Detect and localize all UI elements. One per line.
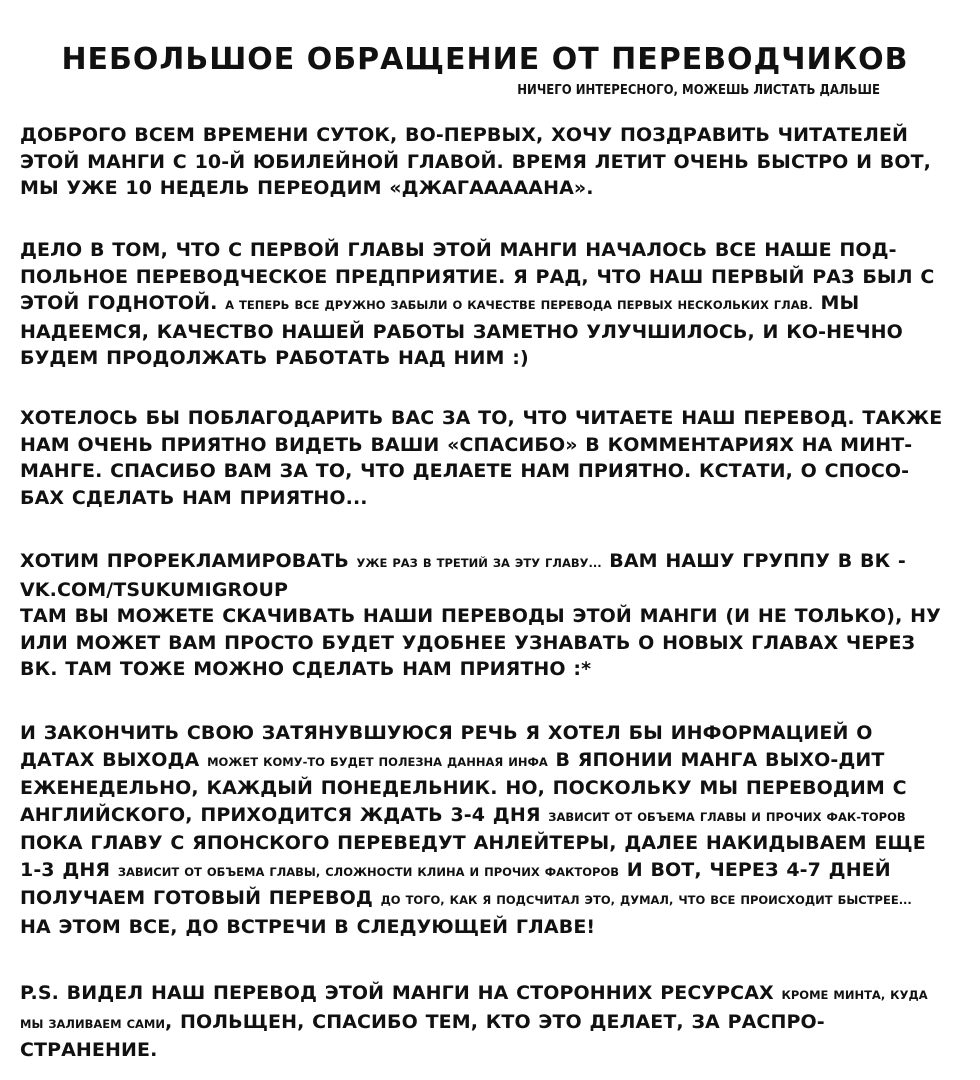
paragraph-schedule-aside-4: ДО ТОГО, КАК Я ПОДСЧИТАЛ ЭТО, ДУМАЛ, ЧТО ВСЕ ПРОИСХОДИТ БЫСТРЕЕ... <box>380 893 912 907</box>
paragraph-schedule-text-g: И ВОТ, ЧЕРЕЗ 4-7 ДНЕЙ ПОЛУЧАЕМ ГОТОВЫЙ ПЕРЕВОД <box>20 858 891 909</box>
page-subtitle: НИЧЕГО ИНТЕРЕСНОГО, МОЖЕШЬ ЛИСТАТЬ ДАЛЬШЕ <box>517 83 880 98</box>
paragraph-greeting <box>20 122 950 202</box>
paragraph-schedule-aside-1: МОЖЕТ КОМУ-ТО БУДЕТ ПОЛЕЗНА ДАННАЯ ИНФА <box>207 754 548 769</box>
paragraph-promo-aside: УЖЕ РАЗ В ТРЕТИЙ ЗА ЭТУ ГЛАВУ... <box>356 556 602 570</box>
paragraph-greeting-text: ДОБРОГО ВСЕМ ВРЕМЕНИ СУТОК, ВО-ПЕРВЫХ, ХОЧУ ПОЗДРАВИТЬ ЧИТАТЕЛЕЙ ЭТОЙ МАНГИ С 10-Й ЮБИЛЕЙНОЙ ГЛАВОЙ. ВРЕМЯ ЛЕТИТ ОЧЕНЬ БЫСТРО И ВОТ, МЫ УЖЕ 10 НЕДЕЛЬ ПЕРЕОДИМ «ДЖАГАААААНА». <box>20 124 931 199</box>
paragraph-ps-text-c: , ПОЛЬЩЕН, СПАСИБО ТЕМ, КТО ЭТО ДЕЛАЕТ, ЗА РАСПРО-СТРАНЕНИЕ. <box>20 1010 825 1061</box>
paragraph-schedule-text-a: И ЗАКОНЧИТЬ СВОЮ ЗАТЯНУВШУЮСЯ РЕЧЬ Я ХОТЕЛ БЫ ИНФОРМАЦИЕЙ О ДАТАХ ВЫХОДА <box>20 722 873 771</box>
paragraph-history-text-a: ДЕЛО В ТОМ, ЧТО С ПЕРВОЙ ГЛАВЫ ЭТОЙ МАНГИ НАЧАЛОСЬ ВСЕ НАШЕ ПОД-ПОЛЬНОЕ ПЕРЕВОДЧЕСКОЕ ПРЕДПРИЯТИЕ. Я РАД, ЧТО НАШ ПЕРВЫЙ РАЗ БЫЛ С ЭТОЙ ГОДНОТОЙ. <box>20 239 935 314</box>
paragraph-schedule-aside-3: ЗАВИСИТ ОТ ОБЪЕМА ГЛАВЫ, СЛОЖНОСТИ КЛИНА И ПРОЧИХ ФАКТОРОВ <box>117 864 620 879</box>
paragraph-promo-link-line: ВАМ НАШУ ГРУППУ В ВК - VK.COM/TSUKUMIGROUP <box>20 550 906 601</box>
paragraph-promo-text-d: ТАМ ВЫ МОЖЕТЕ СКАЧИВАТЬ НАШИ ПЕРЕВОДЫ ЭТОЙ МАНГИ (И НЕ ТОЛЬКО), НУ ИЛИ МОЖЕТ ВАМ ПРОСТО БУДЕТ УДОБНЕЕ УЗНАВАТЬ О НОВЫХ ГЛАВАХ ЧЕРЕЗ ВК. ТАМ ТОЖЕ МОЖНО СДЕЛАТЬ НАМ ПРИЯТНО :* <box>20 605 941 680</box>
paragraph-thanks-text: ХОТЕЛОСЬ БЫ ПОБЛАГОДАРИТЬ ВАС ЗА ТО, ЧТО ЧИТАЕТЕ НАШ ПЕРЕВОД. ТАКЖЕ НАМ ОЧЕНЬ ПРИЯТНО ВИДЕТЬ ВАШИ «СПАСИБО» В КОММЕНТАРИЯХ НА МИНТ-МАНГЕ. СПАСИБО ВАМ ЗА ТО, ЧТО ДЕЛАЕТЕ НАМ ПРИЯТНО. КСТАТИ, О СПОСО-БАХ СДЕЛАТЬ НАМ ПРИЯТНО... <box>20 407 943 509</box>
paragraph-promo-text-a: ХОТИМ ПРОРЕКЛАМИРОВАТЬ <box>20 550 349 572</box>
paragraph-history-aside: А ТЕПЕРЬ ВСЕ ДРУЖНО ЗАБЫЛИ О КАЧЕСТВЕ ПЕРЕВОДА ПЕРВЫХ НЕСКОЛЬКИХ ГЛАВ. <box>225 298 813 312</box>
paragraph-schedule-aside-2: ЗАВИСИТ ОТ ОБЪЕМА ГЛАВЫ И ПРОЧИХ ФАК-ТОРОВ <box>548 809 906 824</box>
paragraph-schedule-text-e: ПОКА ГЛАВУ С ЯПОНСКОГО ПЕРЕВЕДУТ АНЛЕЙТЕРЫ, ДАЛЕЕ НАКИДЫВАЕМ ЕЩЕ 1-3 ДНЯ <box>20 832 926 881</box>
paragraph-ps <box>20 980 950 1064</box>
paragraph-history-text-c: МЫ НАДЕЕМСЯ, КАЧЕСТВО НАШЕЙ РАБОТЫ ЗАМЕТНО УЛУЧШИЛОСЬ, И КО-НЕЧНО БУДЕМ ПРОДОЛЖАТЬ РАБОТАТЬ НАД НИМ :) <box>20 292 903 369</box>
paragraph-schedule-text-c: В ЯПОНИИ МАНГА ВЫХО-ДИТ ЕЖЕНЕДЕЛЬНО, КАЖДЫЙ ПОНЕДЕЛЬНИК. НО, ПОСКОЛЬКУ МЫ ПЕРЕВОДИМ С АНГЛИЙСКОГО, ПРИХОДИТСЯ ЖДАТЬ 3-4 ДНЯ <box>20 748 907 826</box>
paragraph-promo <box>20 548 950 683</box>
paragraph-thanks <box>20 405 950 511</box>
paragraph-schedule-text-i: НА ЭТОМ ВСЕ, ДО ВСТРЕЧИ В СЛЕДУЮЩЕЙ ГЛАВЕ! <box>20 915 596 938</box>
paragraph-ps-aside: КРОМЕ МИНТА, КУДА МЫ ЗАЛИВАЕМ САМИ <box>20 988 928 1031</box>
paragraph-ps-text-a: P.S. ВИДЕЛ НАШ ПЕРЕВОД ЭТОЙ МАНГИ НА СТОРОННИХ РЕСУРСАХ <box>20 982 774 1004</box>
paragraph-schedule <box>20 720 950 940</box>
paragraph-history <box>20 237 950 372</box>
page-title: НЕБОЛЬШОЕ ОБРАЩЕНИЕ ОТ ПЕРЕВОДЧИКОВ <box>61 42 909 77</box>
